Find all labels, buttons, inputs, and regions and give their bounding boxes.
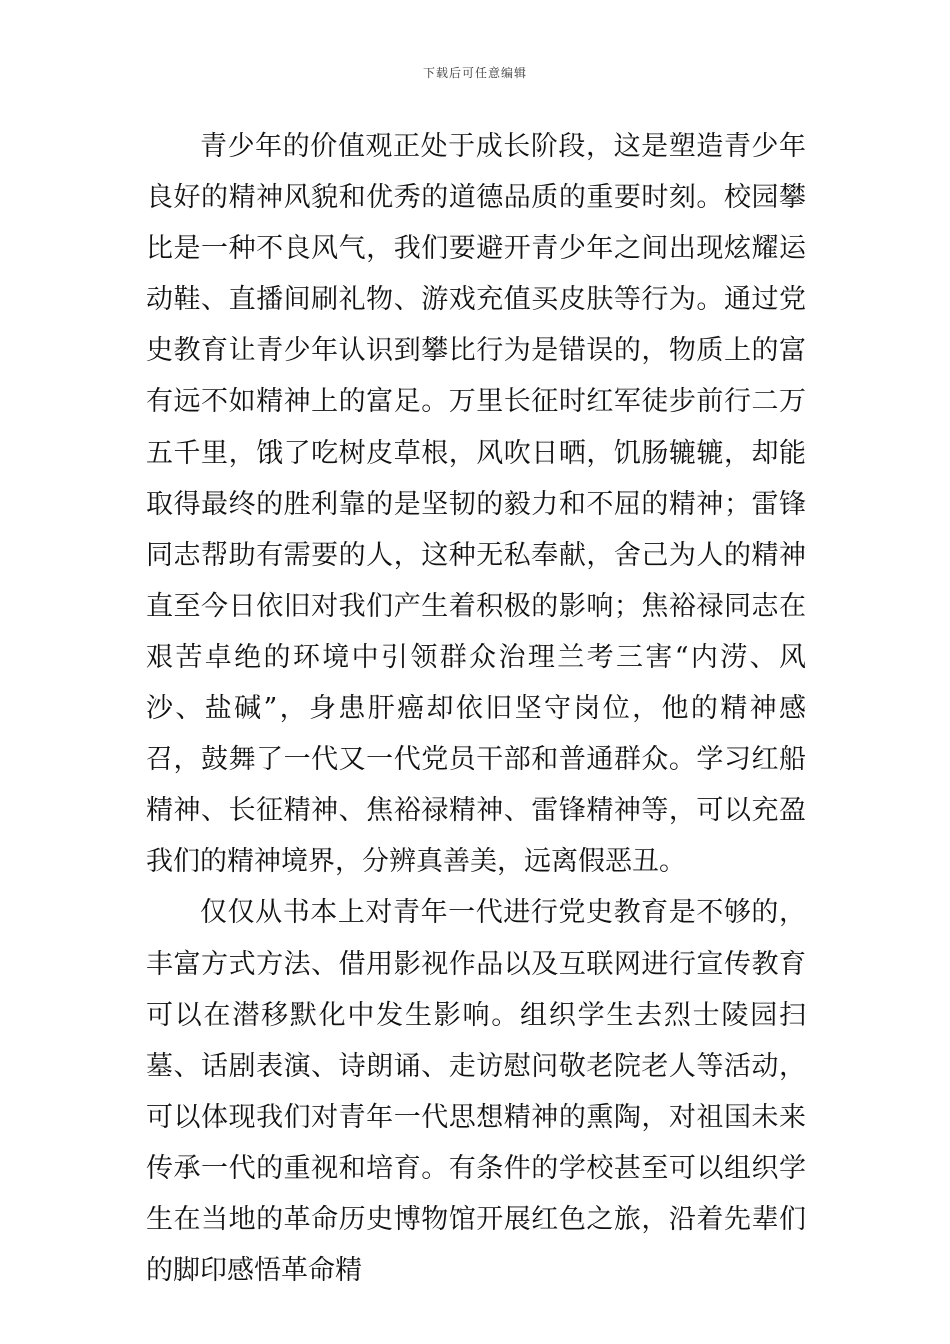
document-body	[146, 121, 806, 1296]
paragraph-1: 青少年的价值观正处于成长阶段，这是塑造青少年良好的精神风貌和优秀的道德品质的重要时刻。校园攀比是一种不良风气，我们要避开青少年之间出现炫耀运动鞋、直播间刷礼物、游戏充值买皮肤等行为。通过党史教育让青少年认识到攀比行为是错误的，物质上的富有远不如精神上的富足。万里长征时红军徒步前行二万五千里，饿了吃树皮草根，风吹日晒，饥肠辘辘，却能取得最终的胜利靠的是坚韧的毅力和不屈的精神；雷锋同志帮助有需要的人，这种无私奉献，舍己为人的精神直至今日依旧对我们产生着积极的影响；焦裕禄同志在艰苦卓绝的环境中引领群众治理兰考三害“内涝、风沙、盐碱”，身患肝癌却依旧坚守岗位，他的精神感召，鼓舞了一代又一代党员干部和普通群众。学习红船精神、长征精神、焦裕禄精神、雷锋精神等，可以充盈我们的精神境界，分辨真善美，远离假恶丑。	[146, 131, 806, 878]
paragraph-2: 仅仅从书本上对青年一代进行党史教育是不够的，丰富方式方法、借用影视作品以及互联网进行宣传教育可以在潜移默化中发生影响。组织学生去烈士陵园扫墓、话剧表演、诗朗诵、走访慰问敬老院老人等活动，可以体现我们对青年一代思想精神的熏陶，对祖国未来传承一代的重视和培育。有条件的学校甚至可以组织学生在当地的革命历史博物馆开展红色之旅，沿着先辈们的脚印感悟革命精	[146, 897, 806, 1287]
page-header: 下载后可任意编辑	[422, 66, 527, 80]
